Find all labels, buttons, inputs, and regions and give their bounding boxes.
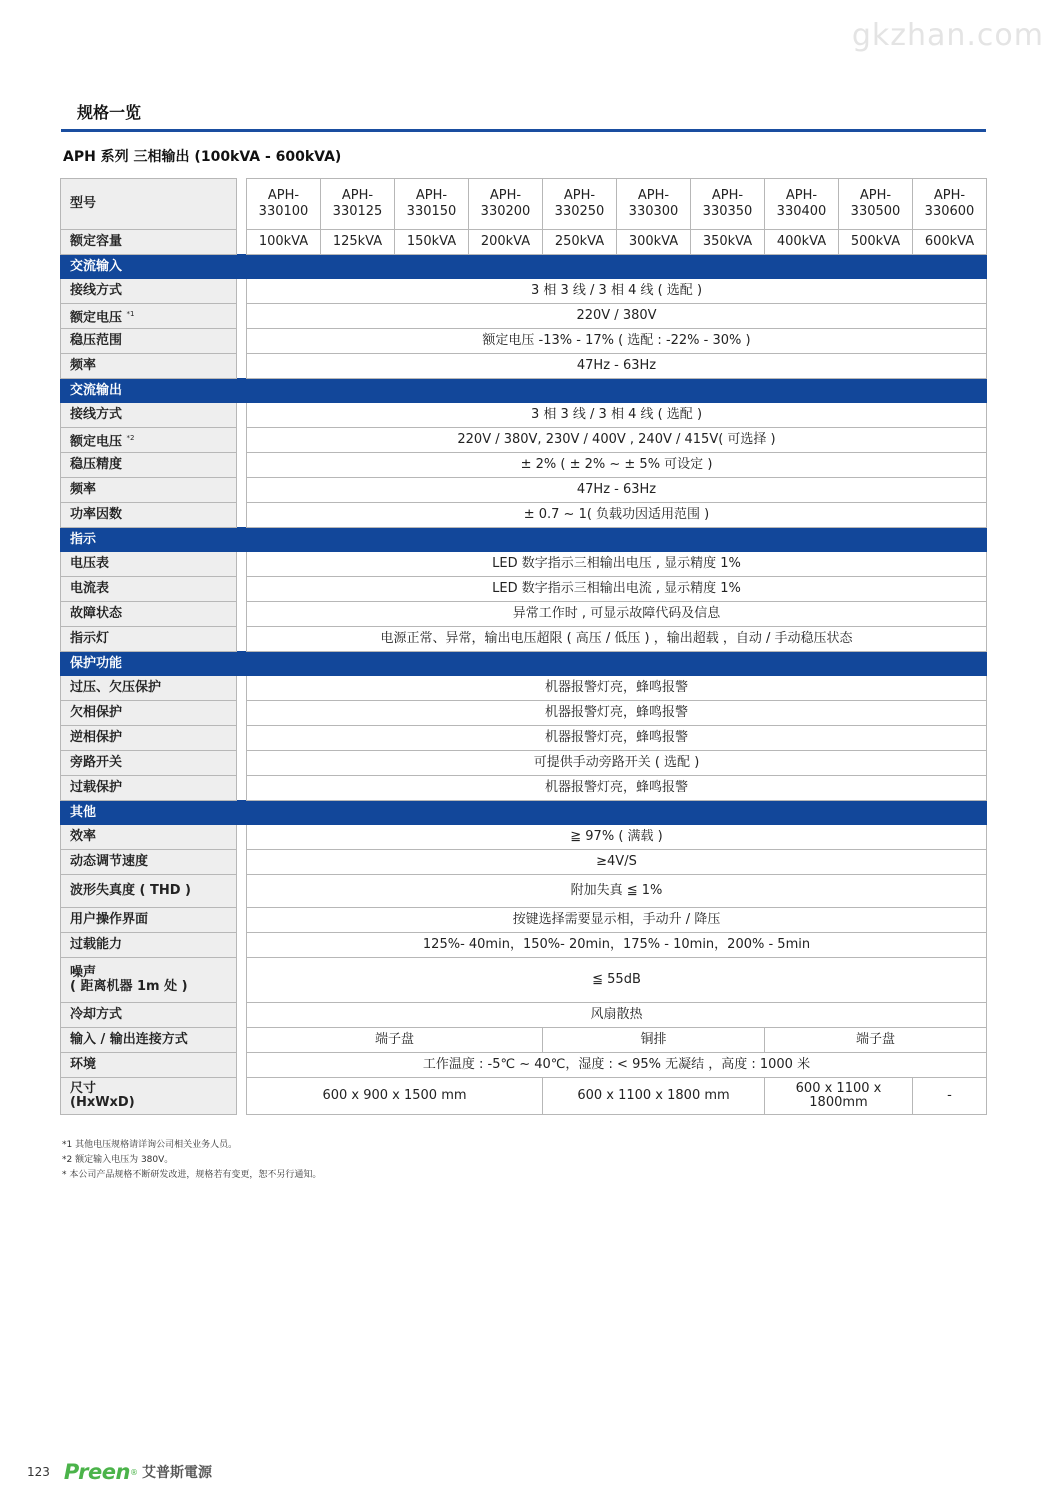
section-header-protection: 保护功能 (61, 652, 987, 676)
row-value: - (913, 1078, 987, 1115)
row-label: 接线方式 (61, 403, 237, 428)
row-label: 频率 (61, 354, 237, 379)
spec-row (61, 958, 987, 1003)
model-cell: APH- 330200 (469, 179, 543, 230)
row-label: 电流表 (61, 577, 237, 602)
row-value: LED 数字指示三相输出电流 , 显示精度 1% (247, 577, 987, 602)
section-title: 规格一览 (77, 103, 142, 122)
row-value: 220V / 380V, 230V / 400V , 240V / 415V( 可选择 ) (247, 428, 987, 453)
row-label: 逆相保护 (61, 726, 237, 751)
footnote-marker: *1 (126, 309, 135, 318)
row-value: ≧ 97% ( 满载 ) (247, 825, 987, 850)
row-label: 冷却方式 (61, 1003, 237, 1028)
capacity-cell: 100kVA (247, 230, 321, 255)
spec-row (61, 602, 987, 627)
row-value: 额定电压 -13% - 17% ( 选配 : -22% - 30% ) (247, 329, 987, 354)
spec-row (61, 552, 987, 577)
model-cell: APH- 330500 (839, 179, 913, 230)
row-value: ± 0.7 ~ 1( 负载功因适用范围 ) (247, 503, 987, 528)
spec-row (61, 825, 987, 850)
footnote: * 本公司产品规格不断研发改进，规格若有变更，恕不另行通知。 (62, 1170, 322, 1180)
row-value: 125%- 40min，150%- 20min，175% - 10min，200% - 5min (247, 933, 987, 958)
row-value: 按键选择需要显示相，手动升 / 降压 (247, 908, 987, 933)
model-cell: APH- 330150 (395, 179, 469, 230)
row-value: 600 x 1100 x 1800 mm (543, 1078, 765, 1115)
gap-cell (237, 179, 247, 255)
row-value: 3 相 3 线 / 3 相 4 线 ( 选配 ) (247, 403, 987, 428)
row-value: 可提供手动旁路开关 ( 选配 ) (247, 751, 987, 776)
row-label: 故障状态 (61, 602, 237, 627)
section-header-indicators: 指示 (61, 528, 987, 552)
model-label: 型号 (61, 179, 237, 230)
row-label: 指示灯 (61, 627, 237, 652)
spec-row (61, 478, 987, 503)
title-rule (61, 129, 986, 132)
spec-row (61, 354, 987, 379)
page-footer (27, 1458, 212, 1486)
capacity-cell: 250kVA (543, 230, 617, 255)
capacity-cell: 350kVA (691, 230, 765, 255)
row-value: 机器报警灯亮，蜂鸣报警 (247, 726, 987, 751)
row-label: 过载能力 (61, 933, 237, 958)
row-label: 输入 / 输出连接方式 (61, 1028, 237, 1053)
registered-mark: ® (129, 1467, 138, 1477)
row-value: 铜排 (543, 1028, 765, 1053)
row-label: 波形失真度 ( THD ) (61, 875, 237, 908)
model-cell: APH- 330600 (913, 179, 987, 230)
row-value: 47Hz - 63Hz (247, 478, 987, 503)
spec-row (61, 908, 987, 933)
row-value: LED 数字指示三相输出电压 , 显示精度 1% (247, 552, 987, 577)
model-cell: APH- 330400 (765, 179, 839, 230)
model-cell: APH- 330300 (617, 179, 691, 230)
spec-row (61, 850, 987, 875)
row-label: 尺寸 (HxWxD) (61, 1078, 237, 1115)
row-value: 工作温度 : -5℃ ~ 40℃，湿度 : < 95% 无凝结 ，高度 : 1000 米 (247, 1053, 987, 1078)
section-header-other: 其他 (61, 801, 987, 825)
spec-row (61, 329, 987, 354)
spec-row (61, 1053, 987, 1078)
spec-row (61, 627, 987, 652)
row-label: 稳压范围 (61, 329, 237, 354)
model-cell: APH- 330350 (691, 179, 765, 230)
footnotes (62, 1138, 321, 1183)
capacity-cell: 125kVA (321, 230, 395, 255)
spec-row (61, 875, 987, 908)
section-header-ac-input: 交流输入 (61, 255, 987, 279)
footnote: *1 其他电压规格请详询公司相关业务人员。 (62, 1140, 238, 1150)
footnote-marker: *2 (126, 433, 135, 442)
table-title: APH 系列 三相输出 (100kVA - 600kVA) (63, 149, 342, 165)
row-value: ± 2% ( ± 2% ~ ± 5% 可设定 ) (247, 453, 987, 478)
spec-row (61, 577, 987, 602)
row-label: 用户操作界面 (61, 908, 237, 933)
row-value: 600 x 1100 x 1800mm (765, 1078, 913, 1115)
row-label: 稳压精度 (61, 453, 237, 478)
row-value: 端子盘 (247, 1028, 543, 1053)
spec-row (61, 1003, 987, 1028)
footnote: *2 额定输入电压为 380V。 (62, 1155, 174, 1165)
spec-row (61, 428, 987, 453)
capacity-cell: 200kVA (469, 230, 543, 255)
row-label: 频率 (61, 478, 237, 503)
spec-row (61, 403, 987, 428)
spec-row (61, 751, 987, 776)
row-label: 接线方式 (61, 279, 237, 304)
spec-row (61, 933, 987, 958)
capacity-cell: 150kVA (395, 230, 469, 255)
capacity-cell: 400kVA (765, 230, 839, 255)
model-cell: APH- 330250 (543, 179, 617, 230)
row-value: 端子盘 (765, 1028, 987, 1053)
spec-row (61, 701, 987, 726)
row-value: 机器报警灯亮，蜂鸣报警 (247, 701, 987, 726)
row-label: 电压表 (61, 552, 237, 577)
row-value: 附加失真 ≦ 1% (247, 875, 987, 908)
row-value: ≥4V/S (247, 850, 987, 875)
brand-name-cn: 艾普斯電源 (141, 1465, 212, 1481)
watermark: gkzhan.com (851, 18, 1044, 53)
row-value: 机器报警灯亮，蜂鸣报警 (247, 776, 987, 801)
spec-row (61, 1078, 987, 1115)
spec-row (61, 676, 987, 701)
row-label: 旁路开关 (61, 751, 237, 776)
page-number: 123 (27, 1465, 50, 1479)
spec-row (61, 726, 987, 751)
spec-row (61, 1028, 987, 1053)
brand-logo: Preen (63, 1460, 130, 1484)
row-value: 47Hz - 63Hz (247, 354, 987, 379)
row-value: 3 相 3 线 / 3 相 4 线 ( 选配 ) (247, 279, 987, 304)
spec-row (61, 453, 987, 478)
spec-row (61, 304, 987, 329)
capacity-label: 额定容量 (61, 230, 237, 255)
spec-row (61, 503, 987, 528)
row-label: 功率因数 (61, 503, 237, 528)
row-value: 风扇散热 (247, 1003, 987, 1028)
model-row (61, 179, 987, 230)
capacity-cell: 500kVA (839, 230, 913, 255)
spec-row (61, 776, 987, 801)
section-header-ac-output: 交流输出 (61, 379, 987, 403)
row-label: 噪声 ( 距离机器 1m 处 ) (61, 958, 237, 1003)
row-value: 220V / 380V (247, 304, 987, 329)
row-label: 环境 (61, 1053, 237, 1078)
row-label: 欠相保护 (61, 701, 237, 726)
row-value: 电源正常、异常，输出电压超限 ( 高压 / 低压 ) ，输出超载 ，自动 / 手动稳压状态 (247, 627, 987, 652)
row-label: 额定电压 $^{*2}$ (61, 428, 237, 453)
model-cell: APH- 330100 (247, 179, 321, 230)
capacity-cell: 600kVA (913, 230, 987, 255)
row-label: 过载保护 (61, 776, 237, 801)
row-value: 600 x 900 x 1500 mm (247, 1078, 543, 1115)
row-label: 额定电压 $^{*1}$ (61, 304, 237, 329)
capacity-cell: 300kVA (617, 230, 691, 255)
row-value: 异常工作时 , 可显示故障代码及信息 (247, 602, 987, 627)
row-value: ≦ 55dB (247, 958, 987, 1003)
spec-table (60, 178, 987, 1115)
row-label: 效率 (61, 825, 237, 850)
row-label: 过压、欠压保护 (61, 676, 237, 701)
capacity-row (61, 230, 987, 255)
model-cell: APH- 330125 (321, 179, 395, 230)
spec-row (61, 279, 987, 304)
row-label: 动态调节速度 (61, 850, 237, 875)
row-value: 机器报警灯亮，蜂鸣报警 (247, 676, 987, 701)
